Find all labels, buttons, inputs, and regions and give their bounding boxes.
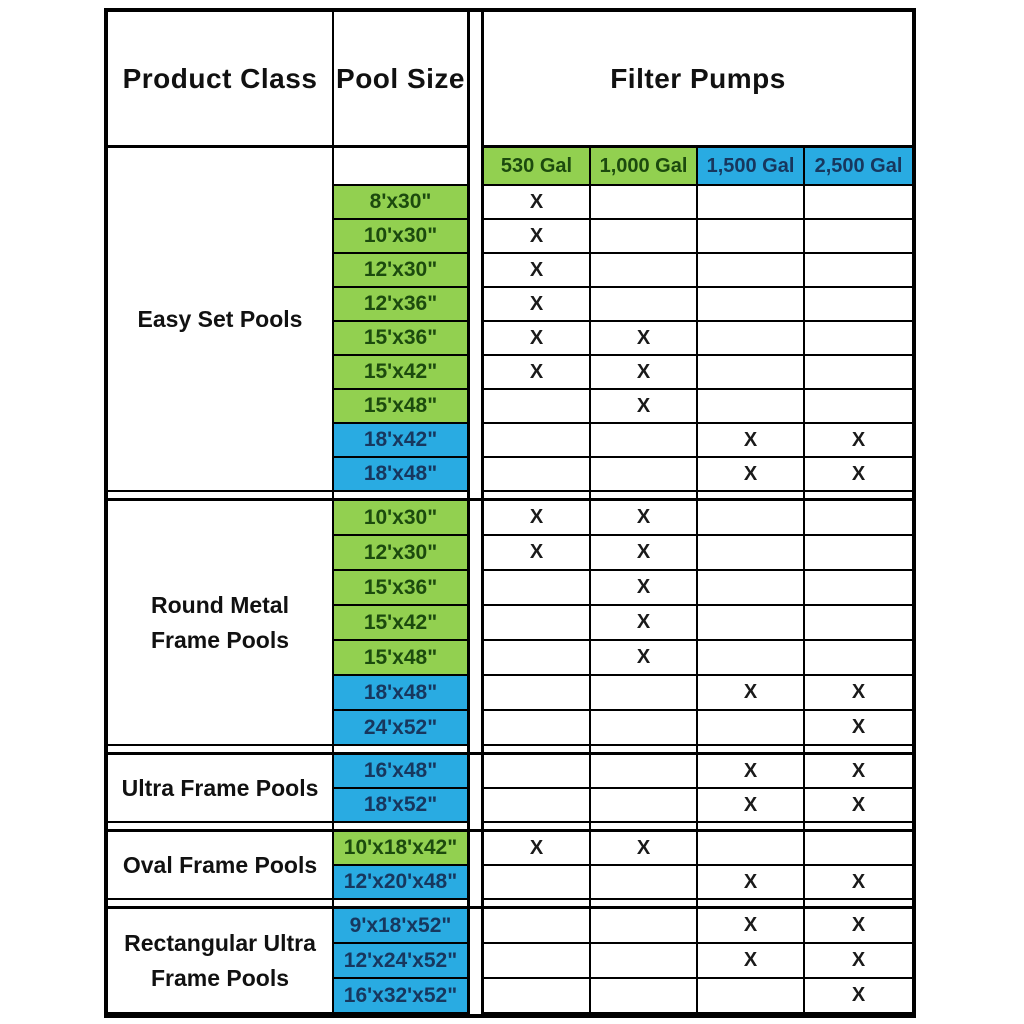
pump-empty-cell — [484, 571, 591, 606]
pool-size-cell: 12'x30" — [334, 254, 470, 288]
pump-mark-cell: X — [698, 866, 805, 900]
pump-mark-cell: X — [805, 866, 912, 900]
pump-empty-cell — [805, 186, 912, 220]
column-gap — [470, 536, 484, 571]
pool-size-cell: 16'x48" — [334, 755, 470, 789]
section-divider — [470, 900, 484, 909]
section-label-line: Oval Frame Pools — [122, 851, 318, 878]
pump-empty-cell — [591, 186, 698, 220]
pump-mark-cell: X — [484, 501, 591, 536]
section-label-line: Round Metal — [151, 592, 289, 618]
column-gap — [470, 424, 484, 458]
column-gap — [470, 944, 484, 979]
pump-empty-cell — [805, 536, 912, 571]
header-product-class: Product Class — [108, 12, 334, 148]
header-filter-pumps: Filter Pumps — [484, 12, 912, 148]
pool-size-cell: 12'x36" — [334, 288, 470, 322]
pump-mark-cell: X — [805, 944, 912, 979]
pool-size-cell: 12'x30" — [334, 536, 470, 571]
pump-empty-cell — [484, 390, 591, 424]
pump-empty-cell — [484, 606, 591, 641]
pump-empty-cell — [484, 789, 591, 823]
pump-mark-cell: X — [805, 424, 912, 458]
section-divider — [805, 900, 912, 909]
pump-empty-cell — [698, 220, 805, 254]
pump-mark-cell: X — [805, 755, 912, 789]
section-divider — [698, 900, 805, 909]
pump-empty-cell — [805, 501, 912, 536]
column-gap — [470, 979, 484, 1014]
section-divider — [805, 823, 912, 832]
column-gap — [470, 789, 484, 823]
pool-size-cell: 16'x32'x52" — [334, 979, 470, 1014]
pump-mark-cell: X — [698, 458, 805, 492]
column-gap — [470, 254, 484, 288]
pump-mark-cell: X — [591, 536, 698, 571]
section-label — [108, 755, 334, 823]
pump-mark-cell: X — [484, 254, 591, 288]
column-gap — [470, 322, 484, 356]
pump-empty-cell — [805, 606, 912, 641]
pool-size-cell: 18'x42" — [334, 424, 470, 458]
section-divider — [334, 746, 470, 755]
pump-empty-cell — [591, 866, 698, 900]
pump-mark-cell: X — [805, 676, 912, 711]
section-divider — [591, 900, 698, 909]
section-divider — [108, 746, 334, 755]
pool-size-cell: 15'x36" — [334, 571, 470, 606]
pump-empty-cell — [591, 755, 698, 789]
section-label — [108, 909, 334, 1014]
pump-empty-cell — [698, 322, 805, 356]
pool-size-cell: 12'x24'x52" — [334, 944, 470, 979]
pump-empty-cell — [484, 866, 591, 900]
pump-mark-cell: X — [591, 390, 698, 424]
pump-empty-cell — [484, 944, 591, 979]
pump-mark-cell: X — [591, 571, 698, 606]
section-divider — [805, 746, 912, 755]
pump-mark-cell: X — [805, 711, 912, 746]
pool-size-cell: 18'x48" — [334, 676, 470, 711]
pump-empty-cell — [698, 186, 805, 220]
column-gap — [470, 755, 484, 789]
pump-empty-cell — [698, 356, 805, 390]
pump-empty-cell — [698, 832, 805, 866]
pump-mark-cell: X — [698, 424, 805, 458]
pump-empty-cell — [591, 254, 698, 288]
pump-mark-cell: X — [805, 789, 912, 823]
pool-size-cell: 10'x18'x42" — [334, 832, 470, 866]
section-divider — [470, 823, 484, 832]
section-divider — [698, 492, 805, 501]
column-gap — [470, 571, 484, 606]
pump-column-header: 1,000 Gal — [591, 148, 698, 186]
column-gap — [470, 641, 484, 676]
section-divider — [470, 492, 484, 501]
pump-column-header: 2,500 Gal — [805, 148, 912, 186]
pump-mark-cell: X — [591, 832, 698, 866]
pump-mark-cell: X — [698, 909, 805, 944]
pool-size-cell: 15'x42" — [334, 356, 470, 390]
section-divider — [591, 746, 698, 755]
pump-empty-cell — [698, 501, 805, 536]
pump-empty-cell — [698, 571, 805, 606]
column-gap — [470, 676, 484, 711]
pump-mark-cell: X — [805, 979, 912, 1014]
pump-empty-cell — [805, 254, 912, 288]
pump-empty-cell — [591, 458, 698, 492]
pump-mark-cell: X — [484, 832, 591, 866]
pump-column-header: 530 Gal — [484, 148, 591, 186]
section-divider — [108, 823, 334, 832]
pump-empty-cell — [698, 606, 805, 641]
column-gap — [470, 832, 484, 866]
pump-empty-cell — [484, 711, 591, 746]
pump-empty-cell — [805, 288, 912, 322]
section-divider — [470, 746, 484, 755]
pump-empty-cell — [805, 832, 912, 866]
section-label — [108, 501, 334, 746]
pump-mark-cell: X — [805, 909, 912, 944]
section-divider — [484, 492, 591, 501]
pump-empty-cell — [805, 322, 912, 356]
pool-size-empty-cell — [334, 148, 470, 186]
pump-empty-cell — [591, 424, 698, 458]
column-gap — [470, 458, 484, 492]
pump-empty-cell — [698, 254, 805, 288]
section-label-line: Frame Pools — [150, 626, 290, 653]
pump-mark-cell: X — [484, 356, 591, 390]
pump-mark-cell: X — [805, 458, 912, 492]
pool-size-cell: 18'x48" — [334, 458, 470, 492]
section-divider — [698, 823, 805, 832]
column-gap — [470, 148, 484, 186]
pump-mark-cell: X — [484, 186, 591, 220]
section-label-line: Ultra Frame Pools — [121, 774, 319, 801]
pump-empty-cell — [591, 789, 698, 823]
pump-mark-cell: X — [484, 536, 591, 571]
pump-mark-cell: X — [698, 676, 805, 711]
pump-empty-cell — [591, 909, 698, 944]
pool-size-cell: 15'x48" — [334, 641, 470, 676]
section-divider — [591, 492, 698, 501]
pump-empty-cell — [698, 288, 805, 322]
section-divider — [484, 746, 591, 755]
section-divider — [698, 746, 805, 755]
column-gap — [470, 356, 484, 390]
column-gap — [470, 866, 484, 900]
pump-empty-cell — [805, 390, 912, 424]
pump-empty-cell — [484, 909, 591, 944]
pool-size-cell: 10'x30" — [334, 220, 470, 254]
pool-size-cell: 24'x52" — [334, 711, 470, 746]
pump-empty-cell — [484, 979, 591, 1014]
pump-empty-cell — [484, 458, 591, 492]
pump-empty-cell — [591, 220, 698, 254]
column-gap — [470, 909, 484, 944]
pool-size-cell: 15'x36" — [334, 322, 470, 356]
section-divider — [334, 900, 470, 909]
section-label-line: Frame Pools — [150, 964, 290, 991]
pump-mark-cell: X — [591, 356, 698, 390]
pump-empty-cell — [591, 944, 698, 979]
section-divider — [805, 492, 912, 501]
pool-size-cell: 10'x30" — [334, 501, 470, 536]
pool-size-cell: 8'x30" — [334, 186, 470, 220]
pump-empty-cell — [591, 979, 698, 1014]
section-divider — [334, 492, 470, 501]
column-gap — [470, 12, 484, 148]
pump-empty-cell — [805, 356, 912, 390]
compatibility-table — [104, 8, 916, 1018]
section-divider — [108, 492, 334, 501]
column-gap — [470, 711, 484, 746]
pump-empty-cell — [698, 536, 805, 571]
section-label-line: Rectangular Ultra — [124, 930, 316, 956]
pump-empty-cell — [698, 711, 805, 746]
pump-empty-cell — [698, 641, 805, 676]
column-gap — [470, 501, 484, 536]
section-divider — [108, 900, 334, 909]
pump-empty-cell — [698, 979, 805, 1014]
pump-empty-cell — [484, 676, 591, 711]
pool-size-cell: 12'x20'x48" — [334, 866, 470, 900]
column-gap — [470, 220, 484, 254]
header-pool-size: Pool Size — [334, 12, 470, 148]
pump-mark-cell: X — [698, 944, 805, 979]
pool-size-cell: 9'x18'x52" — [334, 909, 470, 944]
pump-mark-cell: X — [698, 789, 805, 823]
section-divider — [484, 823, 591, 832]
pool-size-cell: 15'x42" — [334, 606, 470, 641]
pump-mark-cell: X — [591, 641, 698, 676]
section-divider — [484, 900, 591, 909]
column-gap — [470, 606, 484, 641]
pool-size-cell: 18'x52" — [334, 789, 470, 823]
pump-empty-cell — [805, 641, 912, 676]
pump-empty-cell — [805, 571, 912, 606]
section-label — [108, 148, 334, 492]
pump-mark-cell: X — [484, 220, 591, 254]
pump-empty-cell — [484, 424, 591, 458]
pump-mark-cell: X — [698, 755, 805, 789]
pump-empty-cell — [591, 676, 698, 711]
pump-empty-cell — [805, 220, 912, 254]
section-divider — [334, 823, 470, 832]
pump-column-header: 1,500 Gal — [698, 148, 805, 186]
column-gap — [470, 288, 484, 322]
section-label — [108, 832, 334, 900]
pump-mark-cell: X — [591, 606, 698, 641]
pool-size-cell: 15'x48" — [334, 390, 470, 424]
section-divider — [591, 823, 698, 832]
column-gap — [470, 186, 484, 220]
pump-empty-cell — [591, 711, 698, 746]
pump-empty-cell — [484, 641, 591, 676]
pump-empty-cell — [591, 288, 698, 322]
column-gap — [470, 390, 484, 424]
pump-empty-cell — [484, 755, 591, 789]
section-label-line: Easy Set Pools — [137, 305, 303, 332]
pump-mark-cell: X — [591, 501, 698, 536]
pump-mark-cell: X — [484, 322, 591, 356]
pump-mark-cell: X — [591, 322, 698, 356]
pump-empty-cell — [698, 390, 805, 424]
pump-mark-cell: X — [484, 288, 591, 322]
